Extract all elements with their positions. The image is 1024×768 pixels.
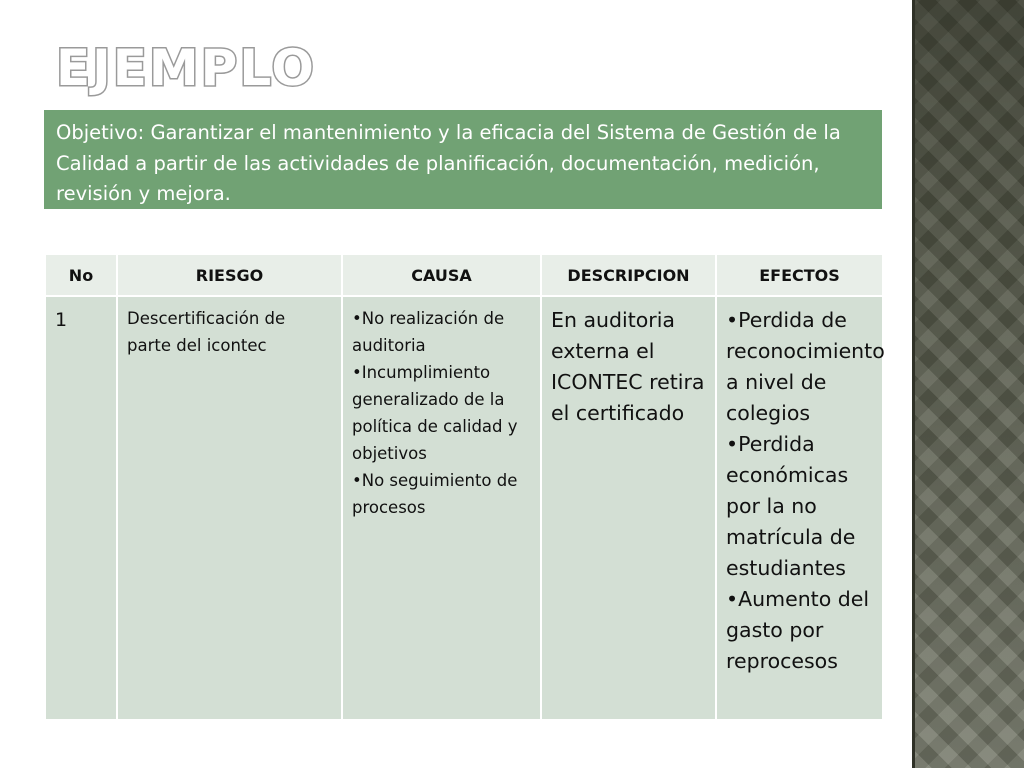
cell-riesgo: Descertificación de parte del icontec xyxy=(117,296,342,720)
table-row xyxy=(45,296,883,720)
side-panel-edge xyxy=(912,0,915,768)
decorative-side-panel xyxy=(912,0,1024,768)
efecto-item: •Perdida económicas por la no matrícula de estudiantes xyxy=(726,432,856,580)
header-efectos: EFECTOS xyxy=(716,254,883,296)
cell-no: 1 xyxy=(45,296,117,720)
table-header-row xyxy=(45,254,883,296)
cell-causa xyxy=(342,296,541,720)
causa-item: •No realización de auditoria xyxy=(352,309,505,355)
header-descripcion: DESCRIPCION xyxy=(541,254,716,296)
header-riesgo: RIESGO xyxy=(117,254,342,296)
causa-item: •No seguimiento de procesos xyxy=(352,471,518,517)
slide-title: EJEMPLO xyxy=(56,39,316,97)
cell-descripcion: En auditoria externa el ICONTEC retira el certificado xyxy=(541,296,716,720)
efecto-item: •Aumento del gasto por reprocesos xyxy=(726,587,870,673)
efecto-item: •Perdida de reconocimiento a nivel de colegios xyxy=(726,308,885,425)
objective-box: Objetivo: Garantizar el mantenimiento y la eficacia del Sistema de Gestión de la Calidad a partir de las actividades de planificación, documentación, medición, revisión y mejora. xyxy=(44,110,882,209)
header-no: No xyxy=(45,254,117,296)
header-causa: CAUSA xyxy=(342,254,541,296)
causa-item: •Incumplimiento generalizado de la política de calidad y objetivos xyxy=(352,363,518,463)
risk-table xyxy=(44,253,884,721)
cell-efectos xyxy=(716,296,883,720)
